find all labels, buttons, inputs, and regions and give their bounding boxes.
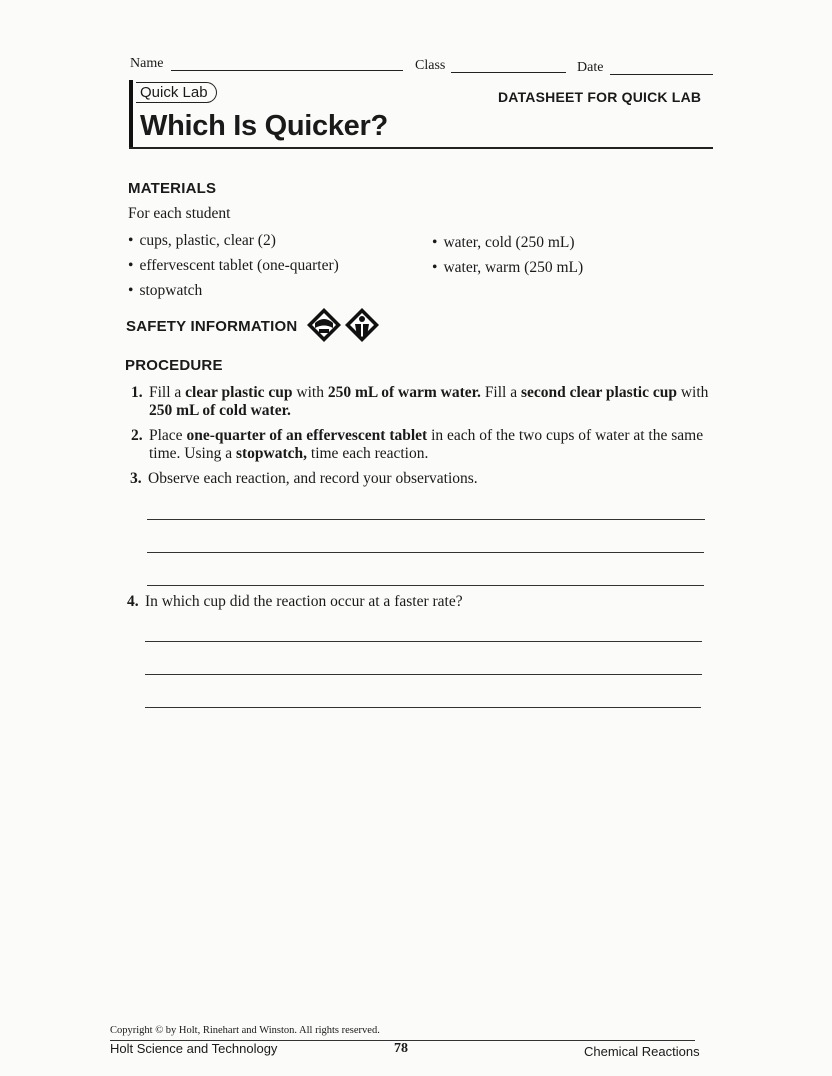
safety-icons	[305, 306, 381, 344]
material-item: • stopwatch	[128, 282, 202, 300]
materials-heading: MATERIALS	[128, 180, 217, 197]
title-rule	[129, 147, 713, 149]
answer-line[interactable]	[145, 641, 702, 642]
answer-line[interactable]	[147, 585, 704, 586]
procedure-step-3: 3. Observe each reaction, and record your observations.	[130, 470, 478, 487]
materials-intro: For each student	[128, 205, 231, 222]
step-number: 2.	[131, 427, 143, 444]
material-item: • cups, plastic, clear (2)	[128, 232, 276, 250]
step-number: 1.	[131, 384, 143, 401]
material-item: • water, cold (250 mL)	[432, 234, 575, 252]
answer-line[interactable]	[145, 707, 701, 708]
procedure-step-1: 1. Fill a clear plastic cup with 250 mL of warm water. Fill a second clear plastic cup with 250 mL of cold water.	[131, 384, 709, 419]
quick-lab-tag: Quick Lab	[136, 82, 217, 103]
safety-heading: SAFETY INFORMATION	[126, 318, 298, 335]
copyright-notice: Copyright © by Holt, Rinehart and Winston. All rights reserved.	[110, 1025, 380, 1036]
class-field[interactable]	[451, 72, 566, 73]
page-title: Which Is Quicker?	[140, 110, 388, 142]
date-label: Date	[577, 60, 604, 75]
name-field[interactable]	[171, 70, 403, 71]
material-item: • water, warm (250 mL)	[432, 259, 583, 277]
answer-line[interactable]	[147, 519, 705, 520]
datasheet-label: DATASHEET FOR QUICK LAB	[498, 89, 702, 105]
class-label: Class	[415, 58, 446, 73]
procedure-step-4: 4. In which cup did the reaction occur at a faster rate?	[127, 593, 463, 610]
title-left-bar	[129, 80, 133, 148]
eye-protection-icon	[307, 308, 341, 342]
clothing-protection-icon	[345, 308, 379, 342]
answer-line[interactable]	[147, 552, 704, 553]
answer-line[interactable]	[145, 674, 702, 675]
page-number: 78	[394, 1041, 408, 1056]
name-label: Name	[130, 56, 164, 71]
book-title: Holt Science and Technology	[110, 1041, 278, 1056]
chapter-title: Chemical Reactions	[584, 1044, 700, 1059]
step-number: 4.	[127, 593, 139, 610]
date-field[interactable]	[610, 74, 713, 75]
material-item: • effervescent tablet (one-quarter)	[128, 257, 339, 275]
step-number: 3.	[130, 470, 142, 487]
procedure-step-2: 2. Place one-quarter of an effervescent tablet in each of the two cups of water at the same time. Using a stopwatch, time each reaction.	[131, 427, 704, 462]
procedure-heading: PROCEDURE	[125, 357, 223, 374]
